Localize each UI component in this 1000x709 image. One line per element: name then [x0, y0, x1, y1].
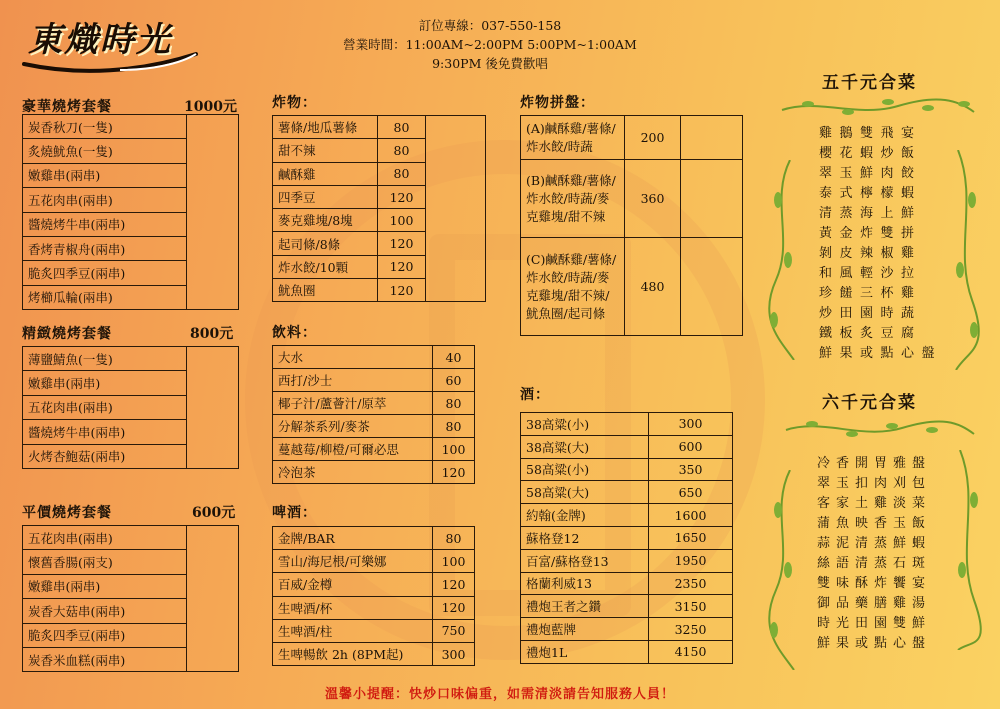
item-price: 80 — [378, 139, 426, 162]
reservation-line: 訂位專線：037-550-158 — [418, 18, 562, 33]
item-price: 100 — [433, 550, 475, 573]
set-item: 醬燒烤牛串(兩串) — [23, 212, 187, 236]
item-name: 四季豆 — [273, 185, 378, 208]
item-name: 冷泡茶 — [273, 461, 433, 484]
item-name: 禮炮藍牌 — [521, 618, 649, 641]
item-name: 58高粱(大) — [521, 481, 649, 504]
item-name: 起司條/8條 — [273, 232, 378, 255]
item-price: 80 — [433, 415, 475, 438]
table-row — [521, 640, 733, 663]
combo-line: 鐵板炙豆腐 — [819, 326, 922, 341]
table-row — [273, 619, 475, 642]
blank-cell — [681, 160, 743, 238]
vine-left-lower-icon — [760, 470, 800, 670]
combo-line: 翠玉扣肉刈包 — [817, 476, 932, 491]
combo-5000-title: 五千元合菜 — [822, 73, 917, 93]
combo-line: 冷香開胃雅盤 — [817, 456, 932, 471]
table-row — [521, 526, 733, 549]
table-row — [521, 504, 733, 527]
platter-table — [520, 115, 743, 336]
set-item: 薄鹽鯖魚(一隻) — [23, 347, 187, 371]
item-price: 120 — [378, 185, 426, 208]
table-row — [23, 115, 239, 139]
table-row — [273, 550, 475, 573]
item-price: 120 — [378, 232, 426, 255]
fried-title: 炸物： — [272, 95, 317, 111]
budget-set-title: 平價燒烤套餐 — [22, 505, 112, 521]
table-row — [521, 595, 733, 618]
item-price: 2350 — [649, 572, 733, 595]
combo-line: 雞鵝雙飛宴 — [819, 126, 922, 141]
table-row — [273, 415, 475, 438]
reminder-note: 溫馨小提醒：快炒口味偏重，如需清淡請告知服務人員！ — [324, 687, 675, 702]
table-row — [23, 347, 239, 371]
item-price: 1950 — [649, 549, 733, 572]
table-row — [273, 573, 475, 596]
combo-6000-list — [817, 454, 931, 654]
combo-line: 客家土雞淡菜 — [817, 496, 932, 511]
set-item: 醬燒烤牛串(兩串) — [23, 420, 187, 444]
table-row — [273, 596, 475, 619]
set-item: 炭香米血糕(兩串) — [23, 647, 187, 671]
combo-line: 翠玉鮮肉餃 — [819, 166, 922, 181]
table-row — [521, 618, 733, 641]
combo-line: 和風輕沙拉 — [819, 266, 922, 281]
item-name: 甜不辣 — [273, 139, 378, 162]
item-price: 100 — [378, 209, 426, 232]
logo — [20, 8, 200, 74]
item-name: 38高粱(大) — [521, 435, 649, 458]
set-item: 炭香大菇串(兩串) — [23, 599, 187, 623]
header-info — [320, 16, 660, 73]
item-name: 生啤暢飲 2h (8PM起) — [273, 642, 433, 665]
set-item: 烤櫛瓜輪(兩串) — [23, 285, 187, 309]
luxury-set-title: 豪華燒烤套餐 — [22, 99, 112, 115]
table-row — [521, 458, 733, 481]
logo-text: 東熾時光 — [28, 20, 172, 60]
item-price: 1650 — [649, 526, 733, 549]
item-name: 麥克雞塊/8塊 — [273, 209, 378, 232]
item-price: 80 — [433, 392, 475, 415]
item-name: 大水 — [273, 346, 433, 369]
set-item: 嫩雞串(兩串) — [23, 163, 187, 187]
table-row — [273, 346, 475, 369]
liquor-title: 酒： — [520, 387, 550, 403]
item-price: 120 — [433, 596, 475, 619]
item-price: 120 — [433, 461, 475, 484]
item-name: 炸水餃/10顆 — [273, 255, 378, 278]
item-price: 120 — [378, 255, 426, 278]
combo-line: 鮮果或點心盤 — [817, 636, 932, 651]
drinks-title: 飲料： — [272, 325, 317, 341]
item-price: 1600 — [649, 504, 733, 527]
combo-line: 蒜泥清蒸鮮蝦 — [817, 536, 932, 551]
vine-top-icon — [778, 92, 978, 122]
deluxe-set-title: 精緻燒烤套餐 — [22, 326, 112, 342]
item-name: 魷魚圈 — [273, 279, 378, 302]
item-price: 600 — [649, 435, 733, 458]
item-price: 4150 — [649, 640, 733, 663]
set-item: 香烤青椒舟(兩串) — [23, 236, 187, 260]
item-price: 350 — [649, 458, 733, 481]
combo-line: 泰式檸檬蝦 — [819, 186, 922, 201]
item-price: 480 — [625, 238, 681, 336]
set-item: 嫩雞串(兩串) — [23, 574, 187, 598]
table-row — [521, 238, 743, 336]
blank-cell — [426, 116, 486, 302]
deluxe-set-price: 800元 — [190, 326, 234, 342]
beer-title: 啤酒： — [272, 505, 317, 521]
item-price: 80 — [433, 527, 475, 550]
set-price-cell — [187, 526, 239, 672]
set-price-cell — [187, 115, 239, 310]
item-name: (C)鹹酥雞/薯條/炸水餃/時蔬/麥克雞塊/甜不辣/魷魚圈/起司條 — [521, 238, 625, 336]
item-name: 椰子汁/蘆薈汁/原萃 — [273, 392, 433, 415]
budget-set-price: 600元 — [192, 505, 236, 521]
set-item: 脆炙四季豆(兩串) — [23, 623, 187, 647]
set-item: 炭香秋刀(一隻) — [23, 115, 187, 139]
blank-cell — [681, 238, 743, 336]
item-price: 100 — [433, 438, 475, 461]
item-price: 40 — [433, 346, 475, 369]
table-row — [273, 527, 475, 550]
set-item: 五花肉串(兩串) — [23, 188, 187, 212]
set-item: 懷舊香腸(兩支) — [23, 550, 187, 574]
item-price: 200 — [625, 116, 681, 160]
combo-line: 清蒸海上鮮 — [819, 206, 922, 221]
table-row — [273, 438, 475, 461]
set-item: 炙燒魷魚(一隻) — [23, 139, 187, 163]
table-row — [521, 572, 733, 595]
item-name: 分解茶系列/麥茶 — [273, 415, 433, 438]
table-row — [521, 435, 733, 458]
item-price: 80 — [378, 162, 426, 185]
item-name: 禮炮王者之鑽 — [521, 595, 649, 618]
item-name: 禮炮1L — [521, 640, 649, 663]
item-price: 60 — [433, 369, 475, 392]
item-price: 360 — [625, 160, 681, 238]
vine-mid-icon — [782, 414, 978, 444]
table-row — [273, 392, 475, 415]
combo-line: 鮮果或點心盤 — [819, 346, 943, 361]
combo-line: 剝皮辣椒雞 — [819, 246, 922, 261]
karaoke-line: 9:30PM 後免費歡唱 — [432, 56, 548, 71]
item-price: 750 — [433, 619, 475, 642]
item-name: 鹹酥雞 — [273, 162, 378, 185]
item-name: 薯條/地瓜薯條 — [273, 116, 378, 139]
vine-right-icon — [948, 150, 988, 370]
combo-line: 御品藥膳雞湯 — [817, 596, 932, 611]
item-name: 生啤酒/柱 — [273, 619, 433, 642]
table-row — [521, 160, 743, 238]
combo-line: 雙味酥炸饗宴 — [817, 576, 932, 591]
item-name: 蘇格登12 — [521, 526, 649, 549]
logo-swoosh-icon — [20, 46, 200, 74]
item-price: 650 — [649, 481, 733, 504]
table-row — [273, 369, 475, 392]
combo-line: 時光田園雙鮮 — [817, 616, 932, 631]
table-row — [521, 116, 743, 160]
item-name: 蔓越莓/柳橙/可爾必思 — [273, 438, 433, 461]
table-row — [521, 481, 733, 504]
table-row — [273, 116, 486, 139]
set-item: 嫩雞串(兩串) — [23, 371, 187, 395]
vine-left-icon — [760, 160, 800, 360]
combo-line: 絲語清蒸石斑 — [817, 556, 932, 571]
table-row — [521, 549, 733, 572]
set-price-cell — [187, 347, 239, 469]
item-name: 雪山/海尼根/可樂娜 — [273, 550, 433, 573]
set-item: 脆炙四季豆(兩串) — [23, 261, 187, 285]
item-price: 300 — [433, 642, 475, 665]
deluxe-set-table — [22, 346, 239, 469]
combo-line: 櫻花蝦炒飯 — [819, 146, 922, 161]
luxury-set-table — [22, 114, 239, 310]
combo-line: 蒲魚映香玉飯 — [817, 516, 932, 531]
liquor-table — [520, 412, 733, 664]
item-name: 格蘭利威13 — [521, 572, 649, 595]
item-name: 西打/沙士 — [273, 369, 433, 392]
item-name: 金牌/BAR — [273, 527, 433, 550]
set-item: 火烤杏鮑菇(兩串) — [23, 444, 187, 468]
item-name: (A)鹹酥雞/薯條/炸水餃/時蔬 — [521, 116, 625, 160]
item-price: 80 — [378, 116, 426, 139]
combo-5000-list — [819, 124, 942, 364]
blank-cell — [681, 116, 743, 160]
drinks-table — [272, 345, 475, 484]
item-name: 58高粱(小) — [521, 458, 649, 481]
item-price: 120 — [433, 573, 475, 596]
table-row — [273, 461, 475, 484]
budget-set-table — [22, 525, 239, 672]
hours-line: 營業時間：11:00AM~2:00PM 5:00PM~1:00AM — [343, 37, 637, 52]
luxury-set-price: 1000元 — [184, 99, 237, 115]
set-item: 五花肉串(兩串) — [23, 526, 187, 550]
fried-table — [272, 115, 486, 302]
platter-title: 炸物拼盤： — [520, 95, 595, 111]
item-name: 百富/蘇格登13 — [521, 549, 649, 572]
item-price: 120 — [378, 279, 426, 302]
vine-right-lower-icon — [950, 450, 990, 650]
item-name: 生啤酒/杯 — [273, 596, 433, 619]
combo-line: 炒田園時蔬 — [819, 306, 922, 321]
item-name: 百威/金樽 — [273, 573, 433, 596]
beer-table — [272, 526, 475, 666]
table-row — [521, 413, 733, 436]
set-item: 五花肉串(兩串) — [23, 395, 187, 419]
table-row — [23, 526, 239, 550]
item-name: (B)鹹酥雞/薯條/炸水餃/時蔬/麥克雞塊/甜不辣 — [521, 160, 625, 238]
combo-line: 黃金炸雙拼 — [819, 226, 922, 241]
combo-6000-title: 六千元合菜 — [822, 393, 917, 413]
item-price: 3250 — [649, 618, 733, 641]
item-name: 約翰(金牌) — [521, 504, 649, 527]
item-price: 3150 — [649, 595, 733, 618]
table-row — [273, 642, 475, 665]
combo-line: 珍饈三杯雞 — [819, 286, 922, 301]
item-name: 38高粱(小) — [521, 413, 649, 436]
item-price: 300 — [649, 413, 733, 436]
